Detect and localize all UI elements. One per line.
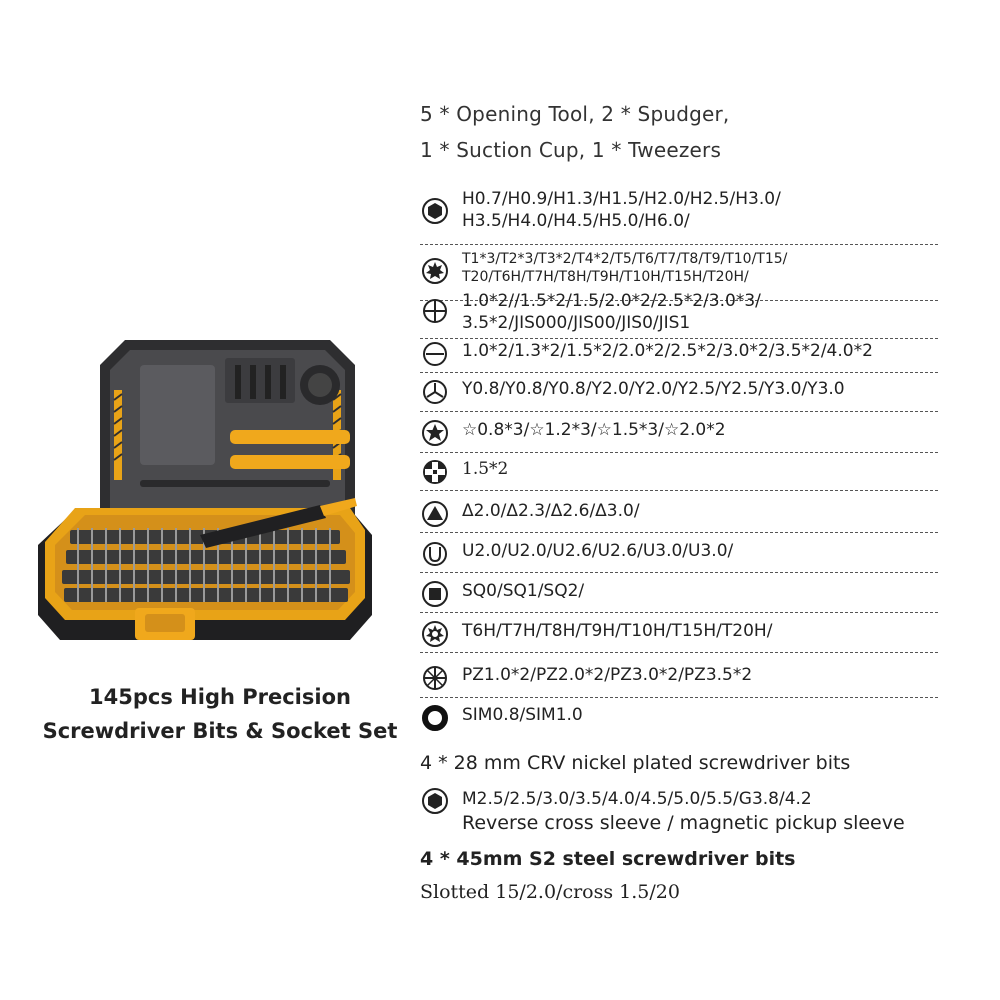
bit-row: [420, 704, 940, 734]
header-line-2: 1 * Suction Cup, 1 * Tweezers: [420, 138, 722, 162]
tri-wing-y-icon: [422, 379, 448, 405]
bit-row: [420, 290, 940, 332]
bit-row: [420, 620, 940, 650]
caption-line-1: 145pcs High Precision: [89, 685, 351, 709]
row-divider: [420, 652, 938, 653]
bit-row-line: T6H/T7H/T8H/T9H/T10H/T15H/T20H/: [462, 621, 773, 641]
bit-row: [420, 500, 940, 530]
bit-row-line: 1.0*2/1.3*2/1.5*2/2.0*2/2.5*2/3.0*2/3.5*2/4.0*2: [462, 341, 873, 361]
bit-row: [420, 540, 940, 570]
bit-row: [420, 664, 940, 694]
bit-row-line: SQ0/SQ1/SQ2/: [462, 581, 585, 601]
bit-row-line: 1.0*2//1.5*2/1.5/2.0*2/2.5*2/3.0*3/: [462, 291, 761, 311]
product-caption: [20, 680, 420, 748]
sim-ring-icon: [422, 705, 448, 731]
cross-socket-icon: [422, 459, 448, 485]
torx-icon: [422, 258, 448, 284]
bit-row-line: PZ1.0*2/PZ2.0*2/PZ3.0*2/PZ3.5*2: [462, 665, 753, 685]
bit-row-line: SIM0.8/SIM1.0: [462, 705, 583, 725]
pozidriv-icon: [422, 665, 448, 691]
bit-row: [420, 458, 940, 488]
row-divider: [420, 490, 938, 491]
row-divider: [420, 612, 938, 613]
crv-bits-sleeves: Reverse cross sleeve / magnetic pickup sleeve: [462, 812, 905, 834]
bit-row: [420, 419, 940, 449]
s2-bits-title: 4 * 45mm S2 steel screwdriver bits: [420, 848, 796, 870]
bit-row-line: H3.5/H4.0/H4.5/H5.0/H6.0/: [462, 211, 690, 231]
bit-row-line: U2.0/U2.0/U2.6/U2.6/U3.0/U3.0/: [462, 541, 734, 561]
bit-row: [420, 188, 940, 234]
hex-socket-icon: [422, 788, 448, 814]
bit-row-line: T20/T6H/T7H/T8H/T9H/T10H/T15H/T20H/: [462, 269, 749, 285]
bit-row-line: 1.5*2: [462, 459, 509, 479]
bit-row-line: Δ2.0/Δ2.3/Δ2.6/Δ3.0/: [462, 501, 640, 521]
row-divider: [420, 572, 938, 573]
bit-row-line: ☆0.8*3/☆1.2*3/☆1.5*3/☆2.0*2: [462, 420, 726, 440]
row-divider: [420, 338, 938, 339]
header-line-1: 5 * Opening Tool, 2 * Spudger,: [420, 102, 730, 126]
u-shape-icon: [422, 541, 448, 567]
security-torx-icon: [422, 621, 448, 647]
bit-row-line: H0.7/H0.9/H1.3/H1.5/H2.0/H2.5/H3.0/: [462, 189, 781, 209]
caption-line-2: Screwdriver Bits & Socket Set: [42, 719, 398, 743]
phillips-icon: [422, 298, 448, 324]
bit-row-line: 3.5*2/JIS000/JIS00/JIS0/JIS1: [462, 313, 691, 333]
hex-icon: [422, 198, 448, 224]
bit-row: [420, 378, 940, 408]
bit-row-line: Y0.8/Y0.8/Y0.8/Y2.0/Y2.0/Y2.5/Y2.5/Y3.0/Y3.0: [462, 379, 845, 399]
row-divider: [420, 411, 938, 412]
crv-bits-title: 4 * 28 mm CRV nickel plated screwdriver bits: [420, 752, 851, 774]
row-divider: [420, 697, 938, 698]
crv-bits-row: [420, 786, 940, 836]
row-divider: [420, 372, 938, 373]
bit-row: [420, 250, 940, 292]
square-icon: [422, 581, 448, 607]
s2-bits-subtitle: Slotted 15/2.0/cross 1.5/20: [420, 881, 680, 903]
bit-row-line: T1*3/T2*3/T3*2/T4*2/T5/T6/T7/T8/T9/T10/T15/: [462, 251, 788, 267]
bit-row: [420, 340, 940, 370]
crv-bits-sizes: M2.5/2.5/3.0/3.5/4.0/4.5/5.0/5.5/G3.8/4.2: [462, 789, 812, 809]
product-image-toolkit-case: [30, 330, 375, 655]
bit-row: [420, 580, 940, 610]
triangle-icon: [422, 501, 448, 527]
row-divider: [420, 452, 938, 453]
pentalobe-star-icon: [422, 420, 448, 446]
row-divider: [420, 532, 938, 533]
row-divider: [420, 244, 938, 245]
slotted-icon: [422, 341, 448, 367]
